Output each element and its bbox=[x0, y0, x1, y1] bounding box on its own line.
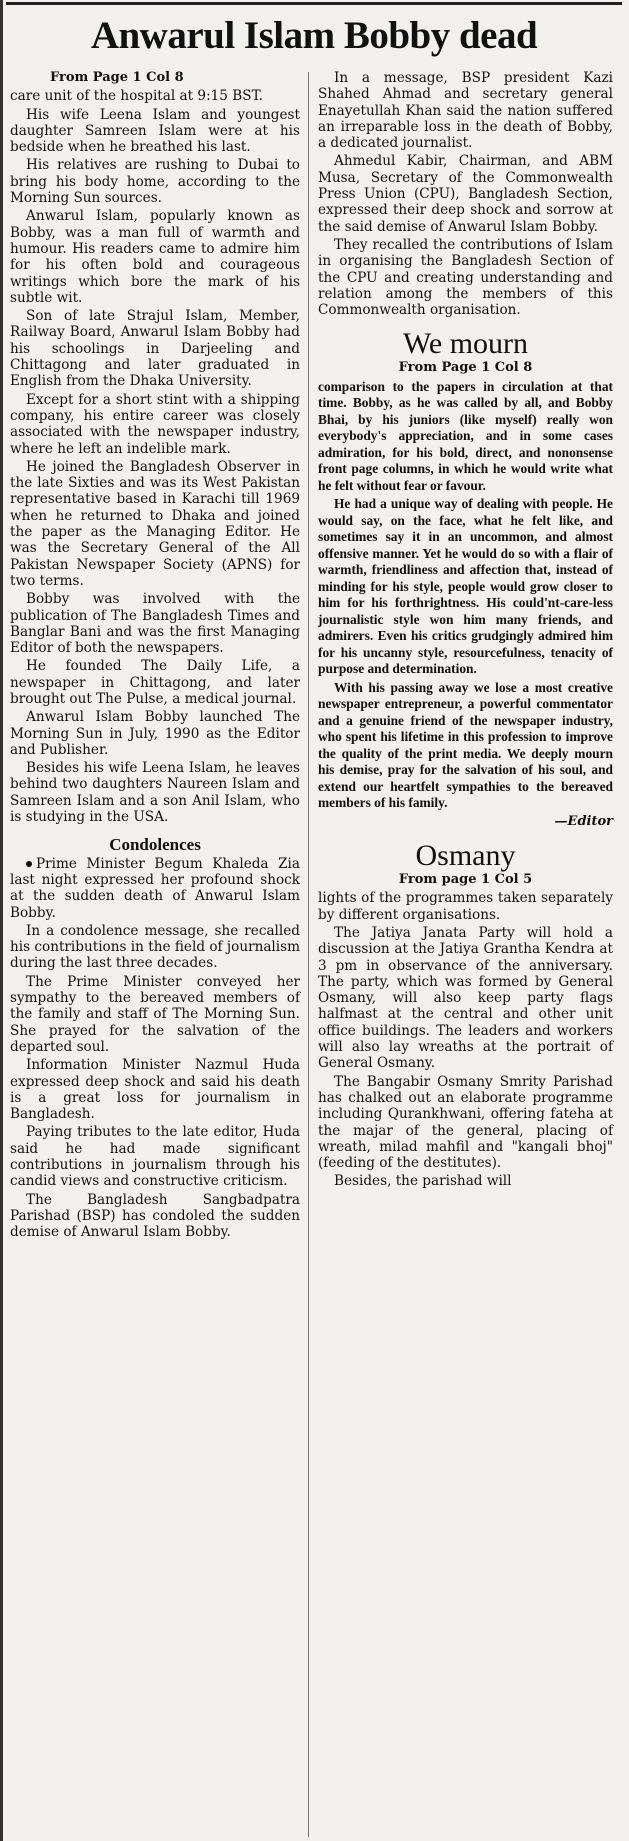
bobby-paragraph: Anwarul Islam, popularly known as Bobby, was a man full of warmth and humour. His readers came to admire him for his often bold and courageous writings which bore the mark of his subtle wit. bbox=[10, 208, 300, 306]
jump-line-bobby: From Page 1 Col 8 bbox=[50, 70, 184, 85]
bobby-paragraph: Son of late Strajul Islam, Member, Railway Board, Anwarul Islam Bobby had his schoolings in Darjeeling and Chittagong and later graduated in English from the Dhaka University. bbox=[10, 308, 300, 390]
edge-rule bbox=[0, 0, 3, 1841]
bobby-paragraph: He founded The Daily Life, a newspaper in Chittagong, and later brought out The Pulse, a medical journal. bbox=[10, 658, 300, 707]
top-rule bbox=[6, 2, 622, 5]
osmany-paragraph: The Jatiya Janata Party will hold a discussion at the Jatiya Grantha Kendra at 3 pm in observance of the anniversary. The party, which was formed by General Osmany, will also keep party flags halfmast at the central and other unit office buildings. The leaders and workers will also lay wreaths at the portrait of General Osmany. bbox=[318, 924, 613, 1072]
condolence-paragraph: Paying tributes to the late editor, Huda said he had made significant contributions in journalism through his candid views and constructive criticism. bbox=[10, 1124, 300, 1190]
osmany-paragraph: The Bangabir Osmany Smrity Parishad has chalked out an elaborate programme including Qurankhwani, offering fateha at the majar of the general, placing of wreath, milad mahfil and "kangali bhoj" (feeding of the destitutes). bbox=[318, 1073, 613, 1172]
jump-line-we-mourn: From Page 1 Col 8 bbox=[398, 360, 533, 376]
right-column bbox=[318, 70, 613, 1192]
osmany-paragraph: lights of the programmes taken separately by different organisations. bbox=[318, 890, 613, 923]
bobby-paragraph: Besides his wife Leena Islam, he leaves behind two daughters Naureen Islam and Samreen Islam and a son Anil Islam, who is studying in the USA. bbox=[10, 760, 300, 826]
osmany-heading: Osmany bbox=[415, 839, 516, 873]
we-mourn-heading: We mourn bbox=[402, 327, 529, 361]
bobby-paragraph: His relatives are rushing to Dubai to bring his body home, according to the Morning Sun sources. bbox=[10, 157, 300, 207]
condolence-paragraph: The Prime Minister conveyed her sympathy to the bereaved members of the family and staff of The Morning Sun. She prayed for the salvation of the departed soul. bbox=[10, 973, 300, 1055]
editorial-paragraph: With his passing away we lose a most creative newspaper entrepreneur, a powerful commentator and a genuine friend of the newspaper industry, who spent his lifetime in this profession to improve the quality of the print media. We deeply mourn his demise, pray for the salvation of his soul, and extend our heartfelt sympathies to the bereaved members of his family. bbox=[318, 679, 613, 811]
bobby-paragraph: care unit of the hospital at 9:15 BST. bbox=[10, 88, 263, 105]
column-divider bbox=[308, 72, 309, 1837]
right-paragraph: They recalled the contributions of Islam in organising the Bangladesh Section of the CPU and creating understanding and relation among the members of this Commonwealth organisation. bbox=[318, 236, 613, 319]
editorial-paragraph: He had a unique way of dealing with people. He would say, on the face, what he felt like, and sometimes say it in an uncommon, and almost offensive manner. Yet he would do so with a flair of warmth, friendliness and affection that, instead of minding for his style, people would grow closer to him for his forthrightness. His could'nt-care-less journalistic style won him many friends, and admirers. Even his critics grudgingly admired him for his uncanny style, resourcefulness, tenacity of purpose and determination. bbox=[318, 496, 613, 677]
condolence-paragraph: Prime Minister Begum Khaleda Zia last night expressed her profound shock at the sudden death of Anwarul Islam Bobby. bbox=[10, 855, 300, 921]
jump-line-osmany: From page 1 Col 5 bbox=[398, 872, 533, 888]
osmany-paragraph: Besides, the parishad will bbox=[334, 1173, 512, 1190]
bobby-paragraph: Except for a short stint with a shipping company, his entire career was closely associated with the newspaper industry, where he left an indelible mark. bbox=[10, 391, 300, 457]
right-paragraph: In a message, BSP president Kazi Shahed Ahmad and secretary general Enayetullah Khan said the nation suffered an irreparable loss in the death of Bobby, a dedicated journalist. bbox=[318, 70, 613, 152]
condolence-paragraph: Information Minister Nazmul Huda expressed deep shock and said his death is a great loss for journalism in Bangladesh. bbox=[10, 1057, 300, 1123]
condolence-paragraph: The Bangladesh Sangbadpatra Parishad (BSP) has condoled the sudden demise of Anwarul Islam Bobby. bbox=[10, 1191, 300, 1241]
condolences-subhead: Condolences bbox=[109, 835, 201, 855]
condolence-paragraph: In a condolence message, she recalled his contributions in the field of journalism during the last three decades. bbox=[10, 922, 300, 972]
main-headline: Anwarul Islam Bobby dead bbox=[90, 14, 538, 57]
we-mourn-editorial bbox=[318, 379, 613, 830]
editorial-paragraph: comparison to the papers in circulation at that time. Bobby, as he was called by all, and Bobby Bhai, by his juniors (like myself) really won everybody's appreciation, and in some cases admiration, for his bold, direct, and nononsense front page columns, in which he would write what he felt without fear or favour. bbox=[318, 378, 613, 493]
editor-byline: —Editor bbox=[554, 813, 613, 829]
bobby-paragraph: Bobby was involved with the publication of The Bangladesh Times and Banglar Bani and was the first Managing Editor of both the newspapers. bbox=[10, 591, 300, 657]
right-paragraph: Ahmedul Kabir, Chairman, and ABM Musa, Secretary of the Commonwealth Press Union (CPU), Bangladesh Section, expressed their deep shock and sorrow at the said demise of Anwarul Islam Bobby. bbox=[318, 153, 613, 235]
bobby-paragraph: His wife Leena Islam and youngest daughter Samreen Islam were at his bedside when he breathed his last. bbox=[10, 106, 300, 156]
bobby-paragraph: Anwarul Islam Bobby launched The Morning Sun in July, 1990 as the Editor and Publisher. bbox=[10, 709, 300, 758]
left-column bbox=[10, 70, 300, 1242]
bullet-icon bbox=[26, 861, 32, 867]
bobby-paragraph: He joined the Bangladesh Observer in the late Sixties and was its West Pakistan representative based in Karachi till 1969 when he returned to Dhaka and joined the paper as the Managing Editor. He was the Secretary General of the All Pakistan Newspaper Society (APNS) for two terms. bbox=[10, 458, 300, 589]
